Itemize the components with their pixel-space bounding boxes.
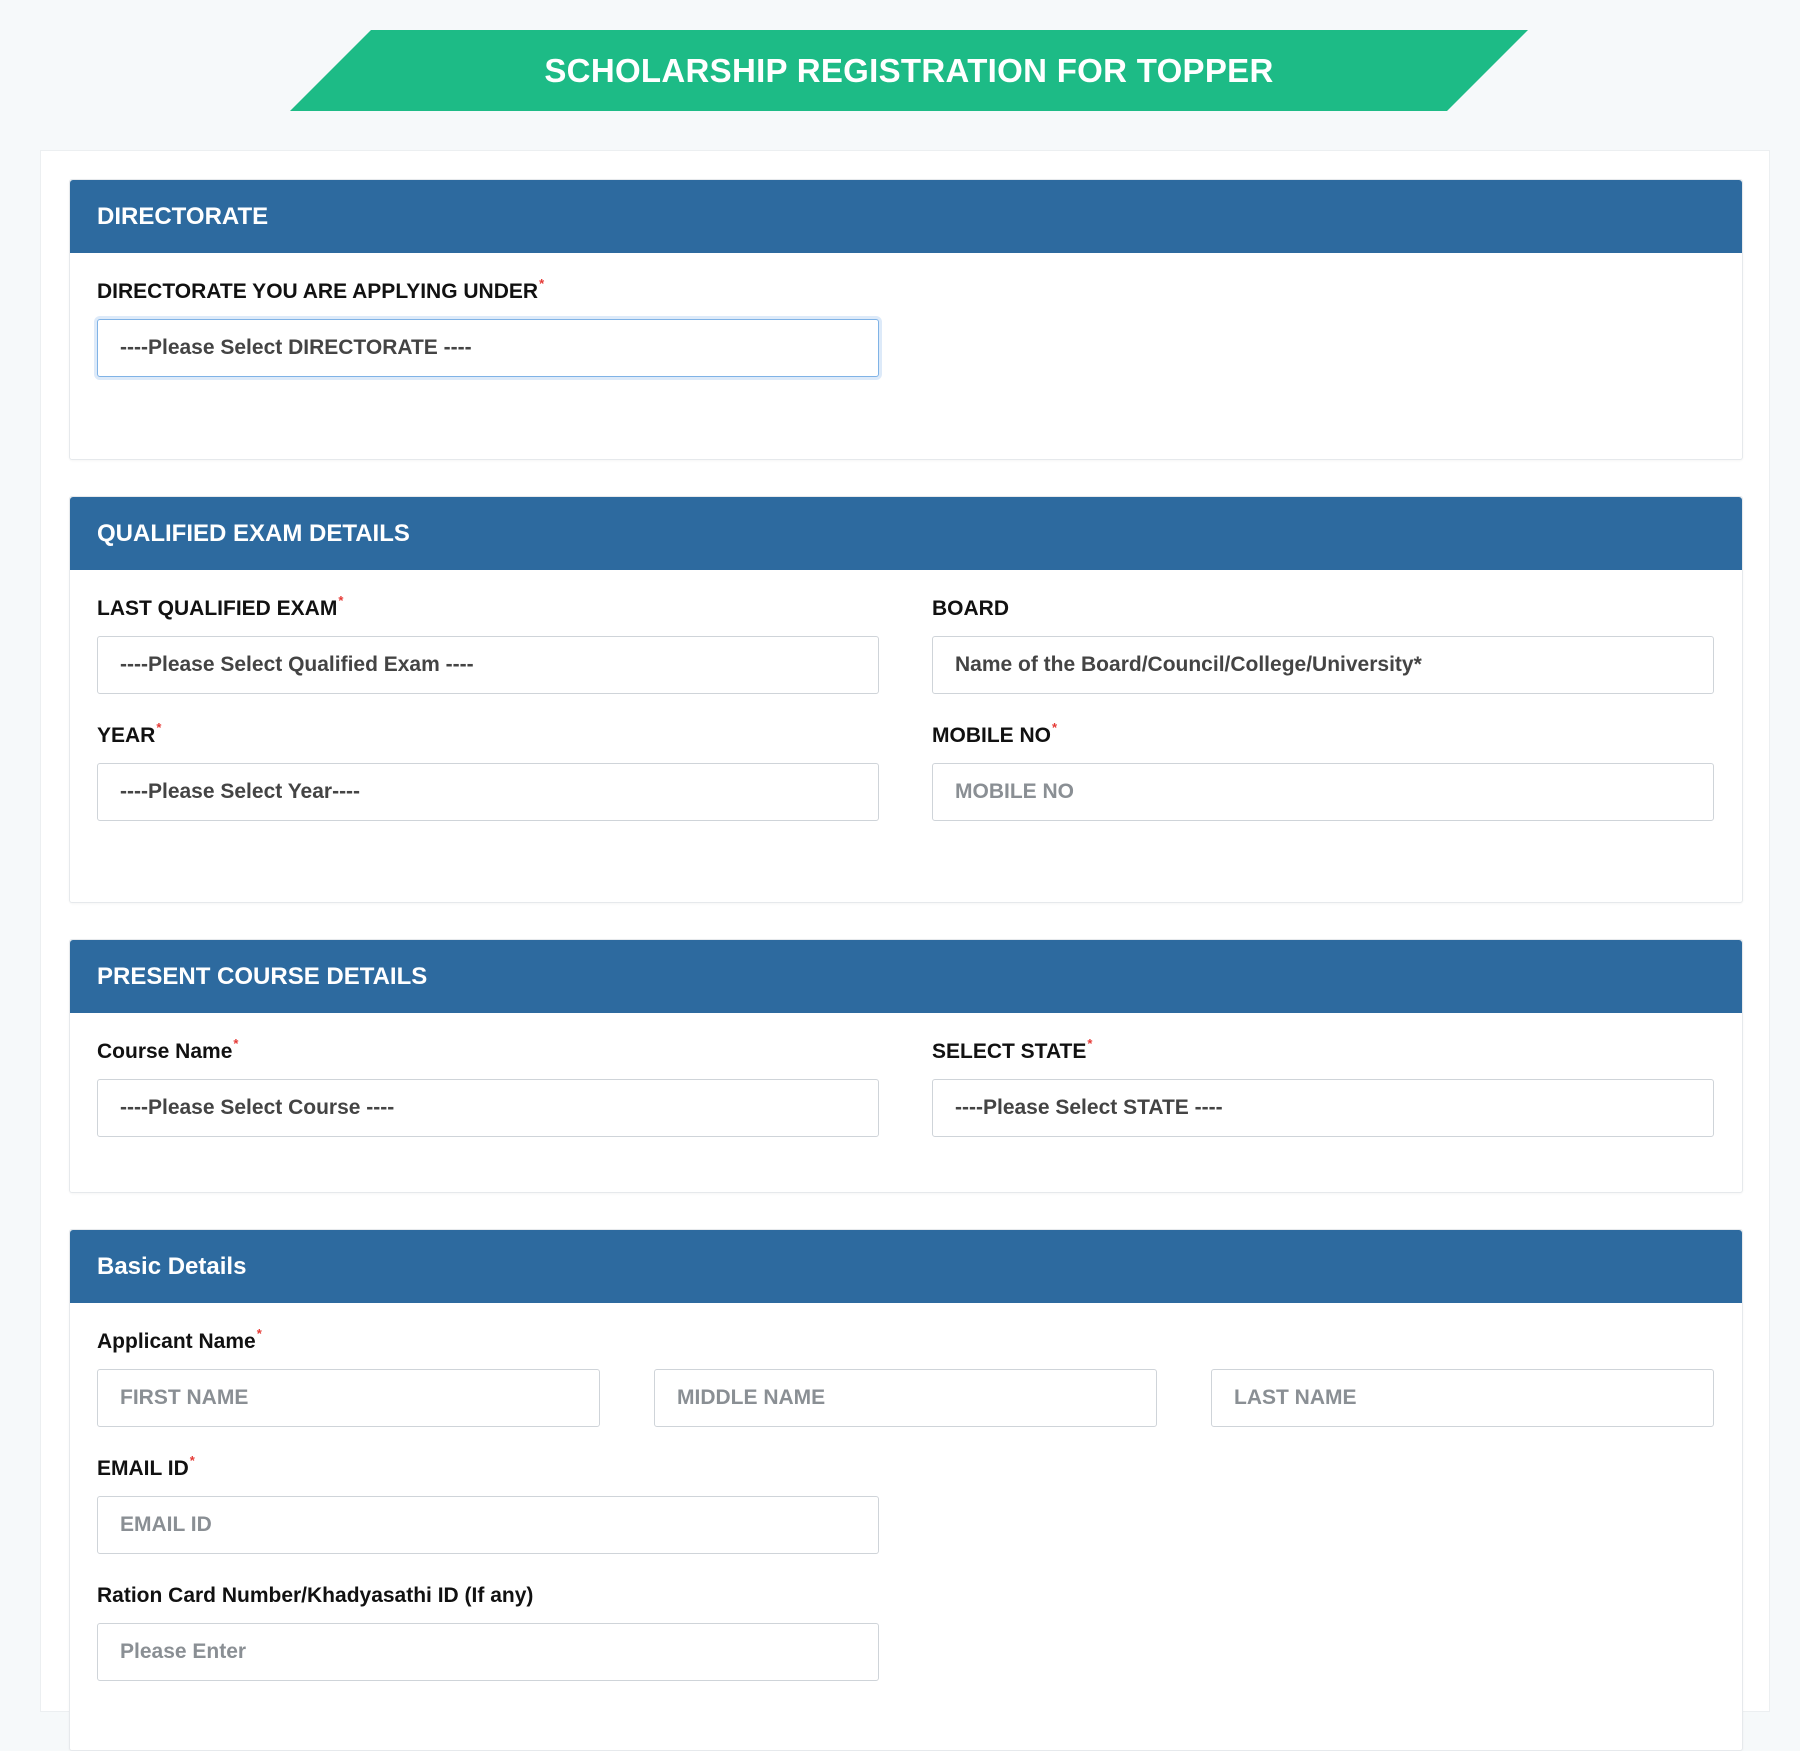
- basic-details-section: [69, 1229, 1743, 1751]
- first-name-input[interactable]: [97, 1369, 600, 1427]
- page-banner: [290, 30, 1528, 111]
- directorate-label: [97, 276, 545, 304]
- basic-details-section-header: Basic Details: [70, 1230, 1742, 1303]
- required-marker: *: [1052, 720, 1058, 735]
- year-select[interactable]: ----Please Select Year----: [97, 763, 879, 821]
- email-input[interactable]: [97, 1496, 879, 1554]
- last-name-input[interactable]: [1211, 1369, 1714, 1427]
- last-qualified-exam-label-text: LAST QUALIFIED EXAM: [97, 597, 338, 620]
- qualified-exam-section-header: QUALIFIED EXAM DETAILS: [70, 497, 1742, 570]
- qualified-exam-select[interactable]: ----Please Select Qualified Exam ----: [97, 636, 879, 694]
- directorate-select[interactable]: ----Please Select DIRECTORATE ----: [97, 319, 879, 377]
- year-label-text: YEAR: [97, 724, 156, 747]
- course-select[interactable]: ----Please Select Course ----: [97, 1079, 879, 1137]
- email-id-label-text: EMAIL ID: [97, 1457, 189, 1480]
- select-state-label-text: SELECT STATE: [932, 1040, 1087, 1063]
- required-marker: *: [338, 593, 344, 608]
- required-marker: *: [156, 720, 162, 735]
- year-label: [97, 720, 162, 748]
- board-input[interactable]: [932, 636, 1714, 694]
- present-course-section-header: PRESENT COURSE DETAILS: [70, 940, 1742, 1013]
- board-label: BOARD: [932, 597, 1009, 620]
- required-marker: *: [256, 1326, 262, 1341]
- last-qualified-exam-label: [97, 593, 344, 621]
- email-id-label: [97, 1453, 195, 1481]
- course-name-label-text: Course Name: [97, 1040, 233, 1063]
- select-state-label: [932, 1036, 1093, 1064]
- directorate-section: [69, 179, 1743, 460]
- qualified-exam-section: [69, 496, 1743, 903]
- applicant-name-label: [97, 1326, 262, 1354]
- ration-card-label: Ration Card Number/Khadyasathi ID (If any): [97, 1584, 534, 1607]
- mobile-no-label: [932, 720, 1058, 748]
- directorate-label-text: DIRECTORATE YOU ARE APPLYING UNDER: [97, 280, 539, 303]
- mobile-no-label-text: MOBILE NO: [932, 724, 1051, 747]
- state-select[interactable]: ----Please Select STATE ----: [932, 1079, 1714, 1137]
- form-container: [40, 150, 1770, 1712]
- page-title: SCHOLARSHIP REGISTRATION FOR TOPPER: [544, 52, 1274, 89]
- required-marker: *: [189, 1453, 195, 1468]
- course-name-label: [97, 1036, 239, 1064]
- required-marker: *: [539, 276, 545, 291]
- ration-card-input[interactable]: [97, 1623, 879, 1681]
- applicant-name-label-text: Applicant Name: [97, 1330, 256, 1353]
- present-course-section: [69, 939, 1743, 1193]
- directorate-section-header: DIRECTORATE: [70, 180, 1742, 253]
- required-marker: *: [1087, 1036, 1093, 1051]
- required-marker: *: [233, 1036, 239, 1051]
- mobile-no-input[interactable]: [932, 763, 1714, 821]
- middle-name-input[interactable]: [654, 1369, 1157, 1427]
